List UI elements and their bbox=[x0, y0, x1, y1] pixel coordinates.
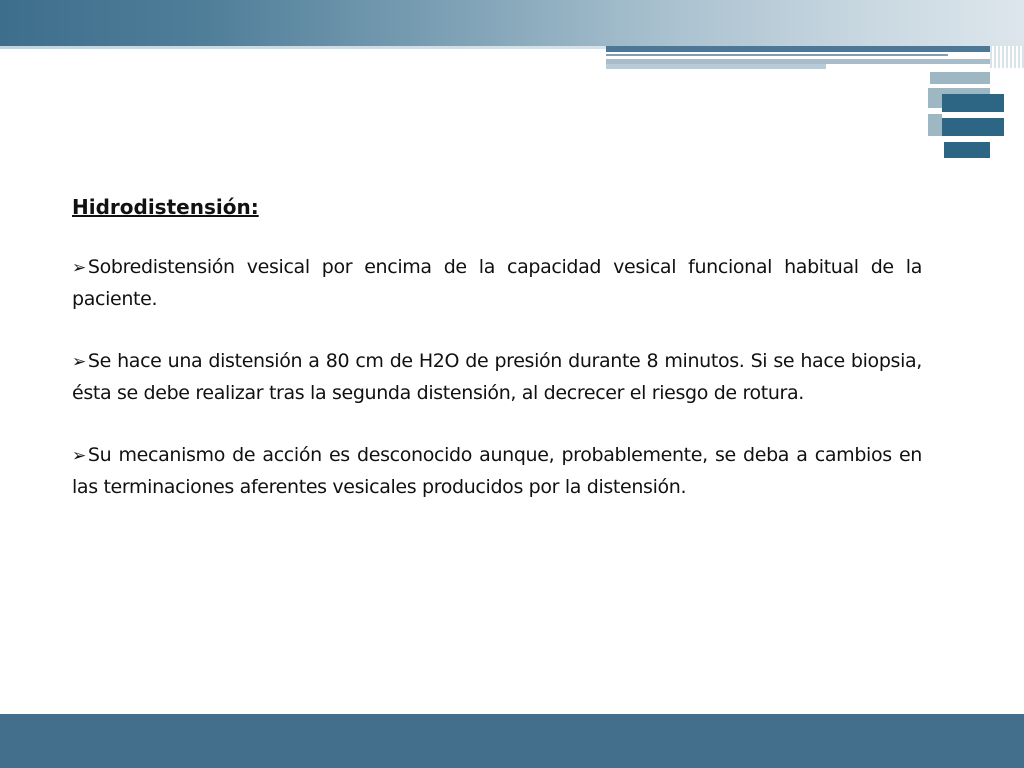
bullet-text: Se hace una distensión a 80 cm de H2O de presión durante 8 minutos. Si se hace biopsia, ésta se debe realizar tras la segunda distensión, al decrecer el riesgo de rotura. bbox=[72, 350, 922, 404]
bullet-paragraph bbox=[72, 346, 922, 409]
header-stripes bbox=[990, 46, 1024, 68]
logo-icon bbox=[928, 72, 1004, 158]
bullet-paragraph bbox=[72, 252, 922, 315]
arrow-bullet-icon: ➢ bbox=[72, 352, 86, 372]
footer-band bbox=[0, 714, 1024, 768]
arrow-bullet-icon: ➢ bbox=[72, 258, 86, 278]
slide-content bbox=[72, 192, 922, 534]
header-accent-line-2 bbox=[606, 54, 948, 56]
header-accent-line-4 bbox=[606, 64, 826, 69]
slide-heading: Hidrodistensión: bbox=[72, 195, 259, 219]
top-header-band bbox=[0, 0, 1024, 46]
bullet-text: Sobredistensión vesical por encima de la capacidad vesical funcional habitual de la paciente. bbox=[72, 256, 922, 310]
bullet-text: Su mecanismo de acción es desconocido aunque, probablemente, se deba a cambios en las terminaciones aferentes vesicales producidos por la distensión. bbox=[72, 444, 922, 498]
arrow-bullet-icon: ➢ bbox=[72, 446, 86, 466]
bullet-paragraph bbox=[72, 440, 922, 503]
header-accent-line-1 bbox=[606, 46, 1024, 52]
